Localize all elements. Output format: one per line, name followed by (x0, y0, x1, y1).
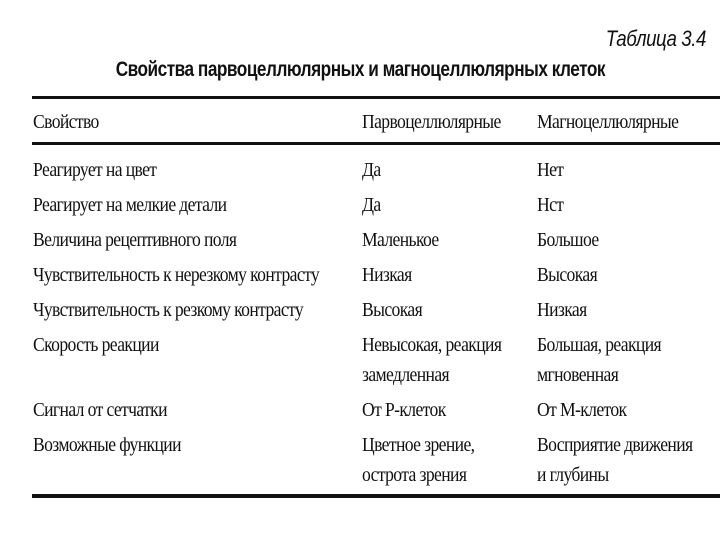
header-parvo: Парвоцеллюлярные (362, 111, 501, 133)
top-rule (32, 96, 720, 99)
cell-line: острота зрения (362, 464, 467, 486)
cell-property: Реагирует на мелкие детали (33, 194, 227, 216)
cell-line: Нст (537, 194, 564, 216)
header-property: Свойство (33, 111, 99, 133)
cell-property: Чувствительность к резкому контрасту (33, 299, 304, 321)
cell-line: Да (362, 194, 381, 216)
cell-magno (537, 155, 563, 185)
header-magno: Магноцеллюлярные (537, 111, 679, 133)
cell-line: От M-клеток (537, 399, 627, 421)
cell-parvo (362, 190, 381, 220)
cell-magno (537, 395, 626, 425)
bottom-rule (32, 494, 720, 498)
cell-line: Маленькое (362, 229, 439, 251)
cell-parvo (362, 330, 501, 390)
cell-magno (537, 430, 692, 490)
cell-magno (537, 260, 597, 290)
cell-line: Большая, реакция (537, 334, 662, 356)
header-rule (32, 142, 720, 145)
cell-property: Чувствительность к нерезкому контрасту (33, 264, 320, 286)
cell-property: Сигнал от сетчатки (33, 399, 167, 421)
cell-magno (537, 190, 563, 220)
cell-parvo (362, 260, 412, 290)
cell-property: Реагирует на цвет (33, 159, 157, 181)
cell-line: Невысокая, реакция (362, 334, 502, 356)
cell-property: Величина рецептивного поля (33, 229, 237, 251)
table-caption: Таблица 3.4 (605, 26, 706, 51)
cell-line: Высокая (362, 299, 423, 321)
cell-line: замедленная (362, 364, 450, 386)
cell-magno (537, 330, 661, 390)
cell-parvo (362, 395, 446, 425)
cell-magno (537, 225, 599, 255)
cell-parvo (362, 155, 381, 185)
cell-line: мгновенная (537, 364, 619, 386)
table-title-text: Свойства парвоцеллюлярных и магноцеллюлярных клеток (115, 58, 605, 81)
cell-line: Высокая (537, 264, 598, 286)
cell-line: Большое (537, 229, 599, 251)
cell-property: Возможные функции (33, 434, 181, 456)
cell-magno (537, 295, 587, 325)
cell-line: Низкая (537, 299, 587, 321)
cell-line: От P-клеток (362, 399, 446, 421)
cell-parvo (362, 225, 439, 255)
cell-parvo (362, 295, 422, 325)
cell-line: Восприятие движения (537, 434, 693, 456)
cell-line: Цветное зрение, (362, 434, 475, 456)
cell-line: Нет (537, 159, 564, 181)
cell-parvo (362, 430, 474, 490)
table-title (0, 58, 720, 82)
cell-line: и глубины (537, 464, 609, 486)
cell-property: Скорость реакции (33, 334, 159, 356)
cell-line: Да (362, 159, 381, 181)
cell-line: Низкая (362, 264, 412, 286)
